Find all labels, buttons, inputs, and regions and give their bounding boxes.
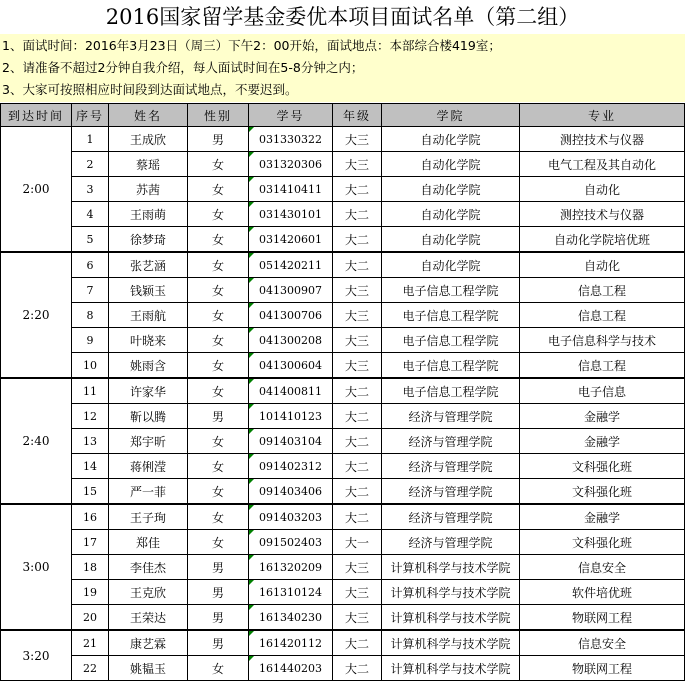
- major-cell: 物联网工程: [520, 605, 685, 631]
- cell-marker-icon: [249, 278, 254, 283]
- header-college: 学院: [382, 104, 520, 127]
- header-seq: 序号: [72, 104, 109, 127]
- grade-cell: 大二: [333, 227, 382, 253]
- cell-marker-icon: [249, 379, 254, 384]
- gender-cell: 女: [188, 429, 249, 454]
- grade-cell: 大三: [333, 278, 382, 303]
- student-id-cell: [249, 177, 333, 202]
- major-cell: 自动化: [520, 177, 685, 202]
- table-row: [1, 252, 685, 278]
- grade-cell: 大二: [333, 404, 382, 429]
- major-cell: 信息安全: [520, 555, 685, 580]
- cell-marker-icon: [249, 253, 254, 258]
- seq-cell: 20: [72, 605, 109, 631]
- table-row: [1, 479, 685, 505]
- cell-marker-icon: [249, 328, 254, 333]
- seq-cell: 11: [72, 378, 109, 404]
- student-id-cell: [249, 555, 333, 580]
- table-row: [1, 177, 685, 202]
- grade-cell: 大二: [333, 630, 382, 656]
- seq-cell: 12: [72, 404, 109, 429]
- table-row: [1, 378, 685, 404]
- grade-cell: 大一: [333, 530, 382, 555]
- college-cell: 经济与管理学院: [382, 504, 520, 530]
- header-major: 专业: [520, 104, 685, 127]
- grade-cell: 大二: [333, 202, 382, 227]
- gender-cell: 女: [188, 378, 249, 404]
- gender-cell: 女: [188, 303, 249, 328]
- student-id-text: 031410411: [259, 182, 322, 196]
- gender-cell: 女: [188, 328, 249, 353]
- table-row: [1, 278, 685, 303]
- college-cell: 自动化学院: [382, 227, 520, 253]
- seq-cell: 4: [72, 202, 109, 227]
- name-cell: 王荣达: [109, 605, 188, 631]
- major-cell: 金融学: [520, 504, 685, 530]
- grade-cell: 大二: [333, 454, 382, 479]
- college-cell: 自动化学院: [382, 252, 520, 278]
- name-cell: 王雨航: [109, 303, 188, 328]
- college-cell: 自动化学院: [382, 202, 520, 227]
- seq-cell: 3: [72, 177, 109, 202]
- table-row: [1, 152, 685, 177]
- grade-cell: 大三: [333, 303, 382, 328]
- student-id-cell: [249, 479, 333, 505]
- college-cell: 经济与管理学院: [382, 404, 520, 429]
- table-row: [1, 353, 685, 379]
- student-id-text: 041300706: [259, 308, 322, 322]
- seq-cell: 16: [72, 504, 109, 530]
- college-cell: 计算机科学与技术学院: [382, 555, 520, 580]
- cell-marker-icon: [249, 656, 254, 661]
- student-id-text: 161320209: [259, 560, 322, 574]
- major-cell: 金融学: [520, 429, 685, 454]
- student-id-cell: [249, 504, 333, 530]
- notice-line: 3、大家可按照相应时间段到达面试地点，不要迟到。: [2, 82, 298, 97]
- major-cell: 信息工程: [520, 303, 685, 328]
- college-cell: 自动化学院: [382, 177, 520, 202]
- name-cell: 康艺霖: [109, 630, 188, 656]
- college-cell: 经济与管理学院: [382, 429, 520, 454]
- major-cell: 电气工程及其自动化: [520, 152, 685, 177]
- major-cell: 信息安全: [520, 630, 685, 656]
- header-gender: 性别: [188, 104, 249, 127]
- name-cell: 郑宇昕: [109, 429, 188, 454]
- major-cell: 金融学: [520, 404, 685, 429]
- gender-cell: 女: [188, 227, 249, 253]
- name-cell: 李佳杰: [109, 555, 188, 580]
- major-cell: 文科强化班: [520, 454, 685, 479]
- student-id-text: 091403203: [259, 510, 322, 524]
- major-cell: 物联网工程: [520, 656, 685, 681]
- table-row: [1, 504, 685, 530]
- name-cell: 靳以腾: [109, 404, 188, 429]
- student-id-cell: [249, 353, 333, 379]
- name-cell: 姚雨含: [109, 353, 188, 379]
- major-cell: 软件培优班: [520, 580, 685, 605]
- header-arrival-time: 到达时间: [1, 104, 72, 127]
- seq-cell: 1: [72, 127, 109, 152]
- gender-cell: 女: [188, 278, 249, 303]
- student-id-text: 041300604: [259, 358, 322, 372]
- cell-marker-icon: [249, 454, 254, 459]
- student-id-cell: [249, 404, 333, 429]
- student-id-cell: [249, 605, 333, 631]
- gender-cell: 女: [188, 479, 249, 505]
- cell-marker-icon: [249, 353, 254, 358]
- student-id-text: 031330322: [259, 132, 322, 146]
- arrival-time-cell: 2:20: [1, 252, 72, 378]
- cell-marker-icon: [249, 605, 254, 610]
- header-grade: 年级: [333, 104, 382, 127]
- major-cell: 文科强化班: [520, 530, 685, 555]
- student-id-cell: [249, 202, 333, 227]
- college-cell: 电子信息工程学院: [382, 353, 520, 379]
- cell-marker-icon: [249, 479, 254, 484]
- name-cell: 张艺涵: [109, 252, 188, 278]
- grade-cell: 大二: [333, 378, 382, 404]
- college-cell: 电子信息工程学院: [382, 378, 520, 404]
- major-cell: 测控技术与仪器: [520, 202, 685, 227]
- name-cell: 王成欣: [109, 127, 188, 152]
- seq-cell: 5: [72, 227, 109, 253]
- name-cell: 王雨萌: [109, 202, 188, 227]
- gender-cell: 女: [188, 152, 249, 177]
- table-row: [1, 555, 685, 580]
- student-id-text: 041300208: [259, 333, 322, 347]
- gender-cell: 女: [188, 504, 249, 530]
- cell-marker-icon: [249, 152, 254, 157]
- student-id-cell: [249, 303, 333, 328]
- gender-cell: 女: [188, 177, 249, 202]
- cell-marker-icon: [249, 530, 254, 535]
- student-id-text: 031420601: [259, 232, 322, 246]
- student-id-cell: [249, 227, 333, 253]
- student-id-text: 161310124: [259, 585, 322, 599]
- college-cell: 计算机科学与技术学院: [382, 605, 520, 631]
- seq-cell: 18: [72, 555, 109, 580]
- cell-marker-icon: [249, 227, 254, 232]
- table-row: [1, 227, 685, 253]
- seq-cell: 8: [72, 303, 109, 328]
- major-cell: 信息工程: [520, 278, 685, 303]
- college-cell: 自动化学院: [382, 152, 520, 177]
- grade-cell: 大二: [333, 479, 382, 505]
- gender-cell: 男: [188, 555, 249, 580]
- student-id-text: 101410123: [259, 409, 322, 423]
- student-id-cell: [249, 328, 333, 353]
- cell-marker-icon: [249, 404, 254, 409]
- gender-cell: 女: [188, 353, 249, 379]
- gender-cell: 男: [188, 630, 249, 656]
- notice-block: [0, 34, 685, 102]
- major-cell: 文科强化班: [520, 479, 685, 505]
- gender-cell: 男: [188, 605, 249, 631]
- student-id-cell: [249, 630, 333, 656]
- grade-cell: 大二: [333, 252, 382, 278]
- major-cell: 自动化: [520, 252, 685, 278]
- student-id-cell: [249, 252, 333, 278]
- name-cell: 许家华: [109, 378, 188, 404]
- college-cell: 电子信息工程学院: [382, 303, 520, 328]
- student-id-text: 161440203: [259, 661, 322, 675]
- seq-cell: 21: [72, 630, 109, 656]
- grade-cell: 大三: [333, 328, 382, 353]
- table-row: [1, 202, 685, 227]
- cell-marker-icon: [249, 505, 254, 510]
- cell-marker-icon: [249, 303, 254, 308]
- student-id-text: 161340230: [259, 610, 322, 624]
- student-id-cell: [249, 429, 333, 454]
- arrival-time-cell: 2:00: [1, 127, 72, 253]
- gender-cell: 女: [188, 202, 249, 227]
- grade-cell: 大三: [333, 580, 382, 605]
- seq-cell: 2: [72, 152, 109, 177]
- college-cell: 经济与管理学院: [382, 479, 520, 505]
- student-id-cell: [249, 152, 333, 177]
- table-row: [1, 580, 685, 605]
- name-cell: 蒋俐滢: [109, 454, 188, 479]
- gender-cell: 男: [188, 580, 249, 605]
- seq-cell: 17: [72, 530, 109, 555]
- college-cell: 电子信息工程学院: [382, 278, 520, 303]
- cell-marker-icon: [249, 127, 254, 132]
- header-student-id: 学号: [249, 104, 333, 127]
- table-row: [1, 605, 685, 631]
- cell-marker-icon: [249, 177, 254, 182]
- table-row: [1, 127, 685, 152]
- notice-line: 1、面试时间：2016年3月23日（周三）下午2：00开始，面试地点：本部综合楼419室；: [2, 38, 501, 53]
- seq-cell: 6: [72, 252, 109, 278]
- student-id-cell: [249, 580, 333, 605]
- table-row: [1, 630, 685, 656]
- grade-cell: 大三: [333, 605, 382, 631]
- college-cell: 经济与管理学院: [382, 530, 520, 555]
- interview-table: [0, 103, 685, 681]
- student-id-text: 161420112: [259, 636, 322, 650]
- seq-cell: 9: [72, 328, 109, 353]
- grade-cell: 大三: [333, 127, 382, 152]
- student-id-cell: [249, 378, 333, 404]
- student-id-text: 091502403: [259, 535, 322, 549]
- seq-cell: 10: [72, 353, 109, 379]
- seq-cell: 13: [72, 429, 109, 454]
- name-cell: 徐梦琦: [109, 227, 188, 253]
- major-cell: 测控技术与仪器: [520, 127, 685, 152]
- arrival-time-cell: 3:00: [1, 504, 72, 630]
- gender-cell: 女: [188, 454, 249, 479]
- student-id-text: 031430101: [259, 207, 322, 221]
- table-row: [1, 429, 685, 454]
- name-cell: 姚韫玉: [109, 656, 188, 681]
- table-row: [1, 530, 685, 555]
- college-cell: 经济与管理学院: [382, 454, 520, 479]
- grade-cell: 大二: [333, 656, 382, 681]
- name-cell: 叶晓来: [109, 328, 188, 353]
- table-row: [1, 454, 685, 479]
- major-cell: 自动化学院培优班: [520, 227, 685, 253]
- name-cell: 苏茜: [109, 177, 188, 202]
- college-cell: 计算机科学与技术学院: [382, 630, 520, 656]
- gender-cell: 女: [188, 252, 249, 278]
- name-cell: 蔡瑶: [109, 152, 188, 177]
- page-title: 2016国家留学基金委优本项目面试名单（第二组）: [105, 5, 580, 29]
- college-cell: 计算机科学与技术学院: [382, 656, 520, 681]
- student-id-text: 091403406: [259, 484, 322, 498]
- college-cell: 电子信息工程学院: [382, 328, 520, 353]
- notice-line: 2、请准备不超过2分钟自我介绍，每人面试时间在5-8分钟之内；: [2, 60, 364, 75]
- grade-cell: 大二: [333, 177, 382, 202]
- header-name: 姓名: [109, 104, 188, 127]
- college-cell: 计算机科学与技术学院: [382, 580, 520, 605]
- cell-marker-icon: [249, 429, 254, 434]
- gender-cell: 男: [188, 127, 249, 152]
- table-row: [1, 404, 685, 429]
- table-row: [1, 328, 685, 353]
- student-id-cell: [249, 530, 333, 555]
- name-cell: 王子珣: [109, 504, 188, 530]
- table-row: [1, 303, 685, 328]
- grade-cell: 大三: [333, 353, 382, 379]
- name-cell: 王克欣: [109, 580, 188, 605]
- cell-marker-icon: [249, 202, 254, 207]
- student-id-text: 091403104: [259, 434, 322, 448]
- college-cell: 自动化学院: [382, 127, 520, 152]
- seq-cell: 19: [72, 580, 109, 605]
- grade-cell: 大二: [333, 504, 382, 530]
- name-cell: 郑佳: [109, 530, 188, 555]
- grade-cell: 大二: [333, 429, 382, 454]
- arrival-time-cell: 3:20: [1, 630, 72, 681]
- student-id-text: 091402312: [259, 459, 322, 473]
- grade-cell: 大三: [333, 555, 382, 580]
- name-cell: 钱颖玉: [109, 278, 188, 303]
- gender-cell: 男: [188, 404, 249, 429]
- student-id-cell: [249, 656, 333, 681]
- cell-marker-icon: [249, 580, 254, 585]
- table-header-row: [1, 104, 685, 127]
- arrival-time-cell: 2:40: [1, 378, 72, 504]
- gender-cell: 女: [188, 530, 249, 555]
- major-cell: 电子信息: [520, 378, 685, 404]
- major-cell: 电子信息科学与技术: [520, 328, 685, 353]
- student-id-text: 041400811: [259, 384, 322, 398]
- major-cell: 信息工程: [520, 353, 685, 379]
- name-cell: 严一菲: [109, 479, 188, 505]
- cell-marker-icon: [249, 555, 254, 560]
- seq-cell: 7: [72, 278, 109, 303]
- seq-cell: 22: [72, 656, 109, 681]
- cell-marker-icon: [249, 631, 254, 636]
- student-id-cell: [249, 454, 333, 479]
- student-id-cell: [249, 278, 333, 303]
- student-id-text: 031320306: [259, 157, 322, 171]
- gender-cell: 女: [188, 656, 249, 681]
- grade-cell: 大三: [333, 152, 382, 177]
- student-id-text: 041300907: [259, 283, 322, 297]
- student-id-cell: [249, 127, 333, 152]
- seq-cell: 14: [72, 454, 109, 479]
- table-row: [1, 656, 685, 681]
- seq-cell: 15: [72, 479, 109, 505]
- student-id-text: 051420211: [259, 258, 322, 272]
